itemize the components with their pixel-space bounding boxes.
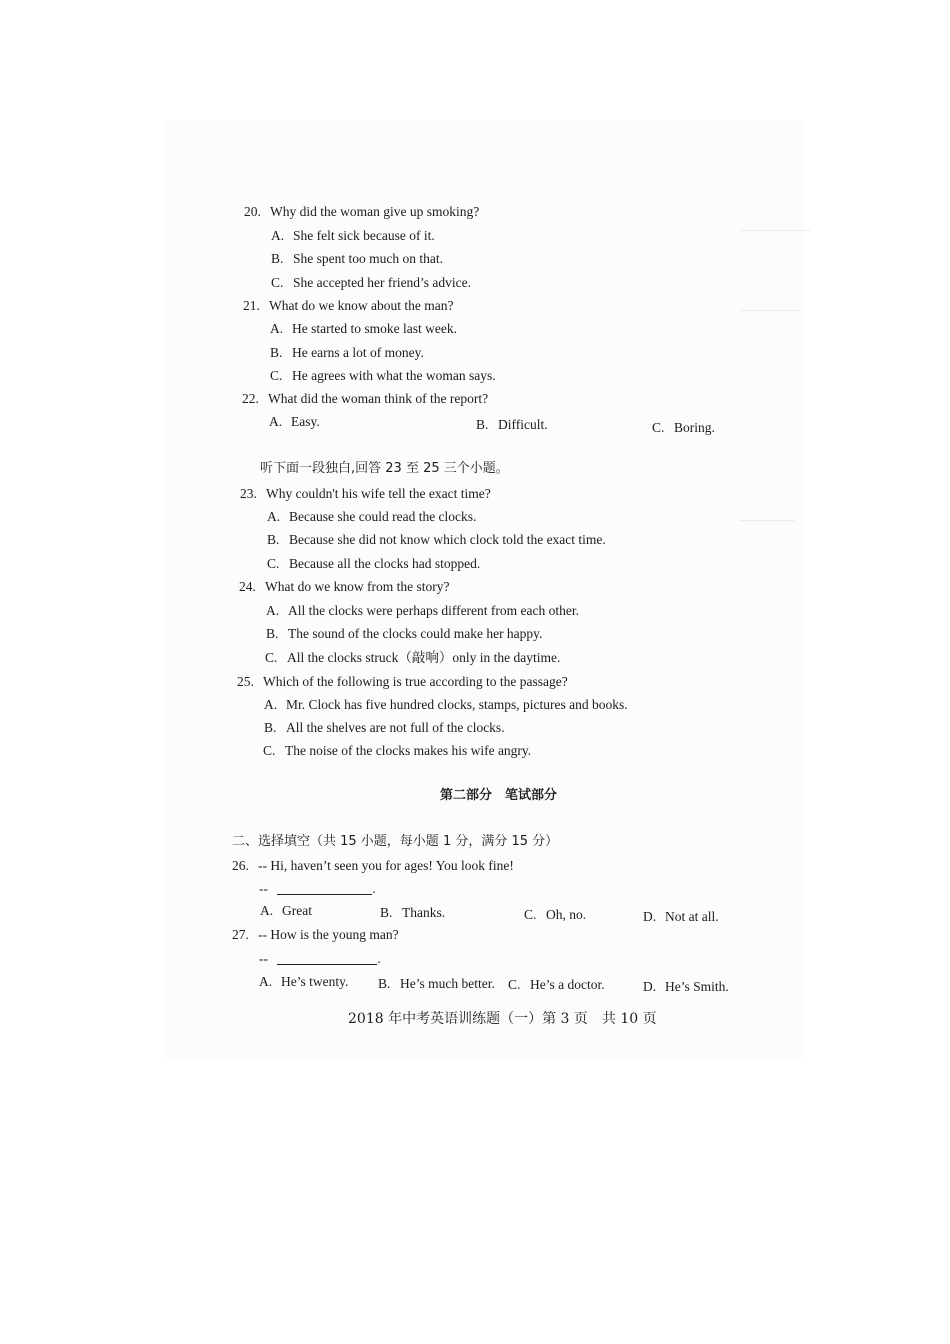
question-number: 22. (242, 391, 259, 406)
question-text: Which of the following is true according to the passage? (263, 674, 568, 689)
q24-option-c: C. All the clocks struck（敲响）only in the daytime. (265, 650, 561, 665)
q23-option-a: A. Because she could read the clocks. (267, 509, 477, 524)
q23-option-b: B. Because she did not know which clock told the exact time. (267, 532, 606, 547)
q21-option-b: B. He earns a lot of money. (270, 345, 424, 360)
answer-blank (277, 894, 372, 895)
question-text: Why did the woman give up smoking? (270, 204, 480, 219)
part-two-title: 第二部分 笔试部分 (440, 788, 558, 803)
q27-answer-line: -- . (259, 951, 381, 966)
q26-answer-line: -- . (259, 881, 376, 896)
q25-option-c: C. The noise of the clocks makes his wife angry. (263, 743, 532, 758)
question-27 (232, 927, 399, 943)
q21-option-c: C. He agrees with what the woman says. (270, 368, 496, 383)
q26-option-c: C. Oh, no. (524, 907, 587, 922)
q23-option-c: C. Because all the clocks had stopped. (267, 556, 481, 571)
q22-option-c: C. Boring. (652, 420, 715, 435)
q25-option-b: B. All the shelves are not full of the clocks. (264, 720, 505, 735)
question-number: 27. (232, 927, 249, 942)
question-24 (239, 579, 449, 595)
question-number: 25. (237, 674, 254, 689)
q20-option-b: B. She spent too much on that. (271, 251, 443, 266)
bleed-through-line (740, 230, 810, 231)
q27-option-d: D. He’s Smith. (643, 979, 729, 994)
q26-option-b: B. Thanks. (380, 905, 446, 920)
question-25 (237, 674, 568, 690)
bleed-through-line (740, 520, 795, 521)
q22-option-a: A. Easy. (269, 414, 320, 429)
q27-option-b: B. He’s much better. (378, 976, 495, 991)
question-number: 26. (232, 858, 249, 873)
question-text: What do we know about the man? (269, 298, 454, 313)
question-text: What did the woman think of the report? (268, 391, 489, 406)
q26-option-a: A. Great (260, 903, 312, 918)
q24-option-a: A. All the clocks were perhaps different from each other. (266, 603, 580, 618)
question-22 (242, 391, 488, 407)
q25-option-a: A. Mr. Clock has five hundred clocks, stamps, pictures and books. (264, 697, 628, 712)
question-21 (243, 298, 453, 314)
question-number: 23. (240, 486, 257, 501)
bleed-through-line (740, 310, 800, 311)
question-text: -- How is the young man? (258, 927, 399, 942)
question-23 (240, 486, 491, 502)
q27-option-a: A. He’s twenty. (259, 974, 349, 989)
q26-option-d: D. Not at all. (643, 909, 719, 924)
q24-option-b: B. The sound of the clocks could make her happy. (266, 626, 543, 641)
question-26 (232, 858, 514, 874)
question-text: Why couldn't his wife tell the exact time? (266, 486, 491, 501)
question-20 (244, 204, 479, 220)
question-number: 21. (243, 298, 260, 313)
question-number: 24. (239, 579, 256, 594)
q20-option-c: C. She accepted her friend’s advice. (271, 275, 472, 290)
q27-option-c: C. He’s a doctor. (508, 977, 605, 992)
question-text: -- Hi, haven’t seen you for ages! You look fine! (258, 858, 514, 873)
q22-option-b: B. Difficult. (476, 417, 548, 432)
q21-option-a: A. He started to smoke last week. (270, 321, 457, 336)
section-two-heading: 二、选择填空（共 15 小题，每小题 1 分，满分 15 分） (232, 834, 559, 849)
question-text: What do we know from the story? (265, 579, 450, 594)
q20-option-a: A. She felt sick because of it. (271, 228, 435, 243)
page-footer: 2018 年中考英语训练题（一）第 3 页 共 10 页 (348, 1011, 657, 1027)
question-number: 20. (244, 204, 261, 219)
answer-blank (277, 964, 377, 965)
monologue-instruction: 听下面一段独白,回答 23 至 25 三个小题。 (260, 461, 509, 476)
